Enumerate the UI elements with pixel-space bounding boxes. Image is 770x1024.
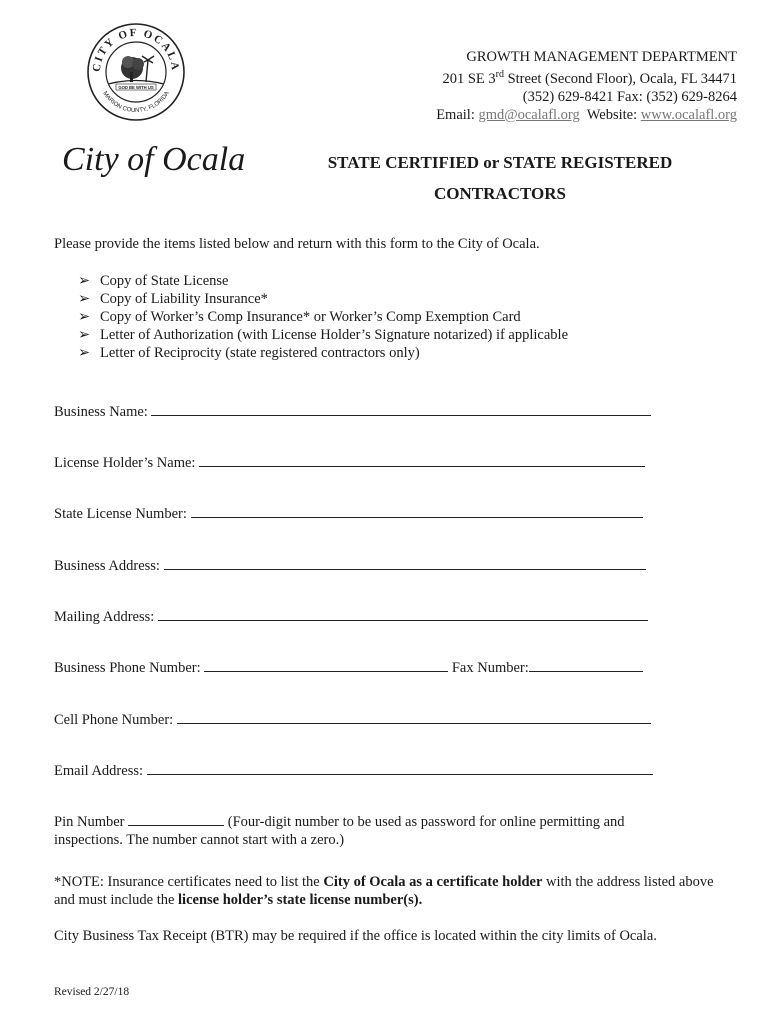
- arrow-bullet-icon: ➢: [78, 327, 91, 343]
- btr-text: City Business Tax Receipt (BTR) may be required if the office is located within the city limits of Ocala.: [54, 928, 657, 944]
- list-item-text: Letter of Reciprocity (state registered contractors only): [100, 345, 420, 361]
- list-item-text: Letter of Authorization (with License Holder’s Signature notarized) if applicable: [100, 327, 569, 343]
- license-holder-row: [54, 453, 645, 472]
- address-prefix: 201 SE 3: [442, 70, 496, 87]
- arrow-bullet-icon: ➢: [78, 291, 91, 307]
- seal-motto: GOD BE WITH US: [118, 85, 154, 90]
- insurance-note: [54, 873, 734, 909]
- email-address-field[interactable]: [147, 761, 653, 775]
- pin-number-label: Pin Number: [54, 814, 129, 830]
- address-sup: rd: [495, 69, 504, 80]
- list-item: [78, 290, 568, 308]
- phone-fax-row: [54, 658, 643, 677]
- note-bold-license-number: license holder’s state license number(s).: [178, 892, 423, 908]
- logo-text: City of Ocala: [62, 141, 246, 178]
- email-address-row: [54, 761, 653, 780]
- fax-field[interactable]: [529, 658, 643, 672]
- address-suffix: Street (Second Floor), Ocala, FL 34471: [503, 70, 737, 87]
- list-item: [78, 326, 568, 344]
- cell-phone-label: Cell Phone Number:: [54, 712, 177, 728]
- list-item-text: Copy of Liability Insurance*: [100, 291, 268, 307]
- list-item-text: Copy of State License: [100, 273, 229, 289]
- license-holder-field[interactable]: [199, 453, 645, 467]
- seal-top-text: CITY OF OCALA: [90, 26, 182, 73]
- mailing-address-label: Mailing Address:: [54, 609, 158, 625]
- license-holder-label: License Holder’s Name:: [54, 455, 200, 471]
- business-name-field[interactable]: [151, 402, 651, 416]
- business-name-label: Business Name:: [54, 404, 152, 420]
- intro-text: Please provide the items listed below and return with this form to the City of Ocala.: [54, 236, 540, 252]
- pin-number-description: (Four-digit number to be used as password for online permitting and inspections. The number cannot start with a zero.): [54, 814, 625, 848]
- department-info: [436, 48, 737, 124]
- dept-phone-fax: (352) 629-8421 Fax: (352) 629-8264: [522, 88, 737, 105]
- dept-contact: [436, 106, 737, 124]
- dept-address: [436, 66, 737, 88]
- email-address-label: Email Address:: [54, 763, 147, 779]
- arrow-bullet-icon: ➢: [78, 345, 91, 361]
- website-label: Website:: [579, 106, 641, 123]
- revised-date: Revised 2/27/18: [54, 986, 130, 998]
- state-license-field[interactable]: [191, 504, 643, 518]
- seal-bottom-text: MARION COUNTY, FLORIDA: [101, 90, 171, 115]
- arrow-bullet-icon: ➢: [78, 273, 91, 289]
- form-title-line1: STATE CERTIFIED or STATE REGISTERED: [327, 153, 673, 172]
- fax-label: Fax Number:: [448, 660, 529, 676]
- business-address-label: Business Address:: [54, 558, 164, 574]
- dept-name: GROWTH MANAGEMENT DEPARTMENT: [466, 49, 737, 65]
- list-item: [78, 272, 568, 290]
- business-address-row: [54, 556, 646, 575]
- email-link[interactable]: gmd@ocalafl.org: [478, 106, 580, 123]
- required-items-list: [78, 272, 568, 362]
- form-title-line2: CONTRACTORS: [434, 184, 566, 203]
- note-text-2: with the address listed above and must include the: [54, 874, 714, 908]
- business-phone-field[interactable]: [204, 658, 448, 672]
- note-text-1: *NOTE: Insurance certificates need to list the: [54, 874, 324, 890]
- website-link[interactable]: www.ocalafl.org: [640, 106, 737, 123]
- cell-phone-field[interactable]: [177, 710, 651, 724]
- business-name-row: [54, 402, 651, 421]
- state-license-row: [54, 504, 643, 523]
- pin-number-field[interactable]: [128, 812, 224, 826]
- list-item: [78, 344, 568, 362]
- email-label: Email:: [436, 106, 479, 123]
- pin-number-row: [54, 812, 694, 849]
- cell-phone-row: [54, 710, 651, 729]
- business-phone-label: Business Phone Number:: [54, 660, 205, 676]
- mailing-address-row: [54, 607, 648, 626]
- state-license-label: State License Number:: [54, 506, 191, 522]
- city-seal-logo: [86, 22, 186, 122]
- list-item: [78, 308, 568, 326]
- mailing-address-field[interactable]: [158, 607, 648, 621]
- list-item-text: Copy of Worker’s Comp Insurance* or Worker’s Comp Exemption Card: [100, 309, 521, 325]
- city-of-ocala-script-logo: [60, 136, 260, 180]
- business-address-field[interactable]: [164, 556, 646, 570]
- arrow-bullet-icon: ➢: [78, 309, 91, 325]
- note-bold-certificate-holder: City of Ocala as a certificate holder: [323, 874, 543, 890]
